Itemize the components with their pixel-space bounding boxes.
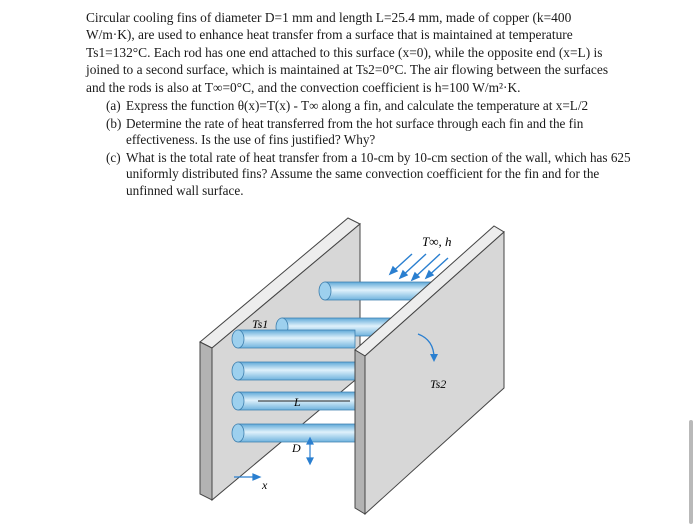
question-c <box>106 150 636 200</box>
label-diameter: D <box>292 441 301 455</box>
question-b-text: Determine the rate of heat transferred from the hot surface through each fin and the fin effectiveness. Is the use of fins justified? Why? <box>126 115 584 148</box>
intro-line-2: W/m·K), are used to enhance heat transfer from a surface that is maintained at temperature <box>86 27 573 43</box>
intro-line-3: Ts1=132°C. Each rod has one end attached to this surface (x=0), while the opposite end (x=L) is <box>86 44 603 60</box>
left-wall-edge <box>200 342 212 500</box>
question-list <box>106 98 636 201</box>
label-length: L <box>294 395 301 409</box>
intro-line-5: and the rods is also at T∞=0°C, and the convection coefficient is h=100 W/m²·K. <box>86 79 521 95</box>
question-c-text: What is the total rate of heat transfer from a 10-cm by 10-cm section of the wall, which has 625 uniformly distributed fins? Assume the same convection coefficient for the fin and for the unfinned wall surface. <box>126 149 631 198</box>
label-tinf-h: T∞, h <box>422 234 452 249</box>
right-wall-front <box>355 350 365 514</box>
scrollbar[interactable] <box>689 420 693 524</box>
fin-row-4 <box>232 424 355 442</box>
label-ts2: Ts2 <box>430 377 447 391</box>
fin-diagram <box>190 216 510 522</box>
label-x: x <box>262 478 268 492</box>
label-ts1: Ts1 <box>252 317 269 331</box>
question-b-label: (b) <box>106 115 122 131</box>
right-wall-face <box>365 232 504 514</box>
fin-row-2 <box>232 362 355 380</box>
question-a-text: Express the function θ(x)=T(x) - T∞ along a fin, and calculate the temperature at x=L/2 <box>126 98 589 113</box>
question-a-label: (a) <box>106 98 121 113</box>
problem-statement <box>86 9 634 96</box>
question-a <box>106 98 636 115</box>
question-b <box>106 116 636 149</box>
question-c-label: (c) <box>106 149 121 165</box>
diameter-arrow <box>307 438 313 464</box>
intro-line-1: Circular cooling fins of diameter D=1 mm and length L=25.4 mm, made of copper (k=400 <box>86 10 572 25</box>
intro-line-4: joined to a second surface, which is maintained at Ts2=0°C. The air flowing between the surfaces <box>86 62 609 78</box>
fin-row-1 <box>232 330 355 348</box>
